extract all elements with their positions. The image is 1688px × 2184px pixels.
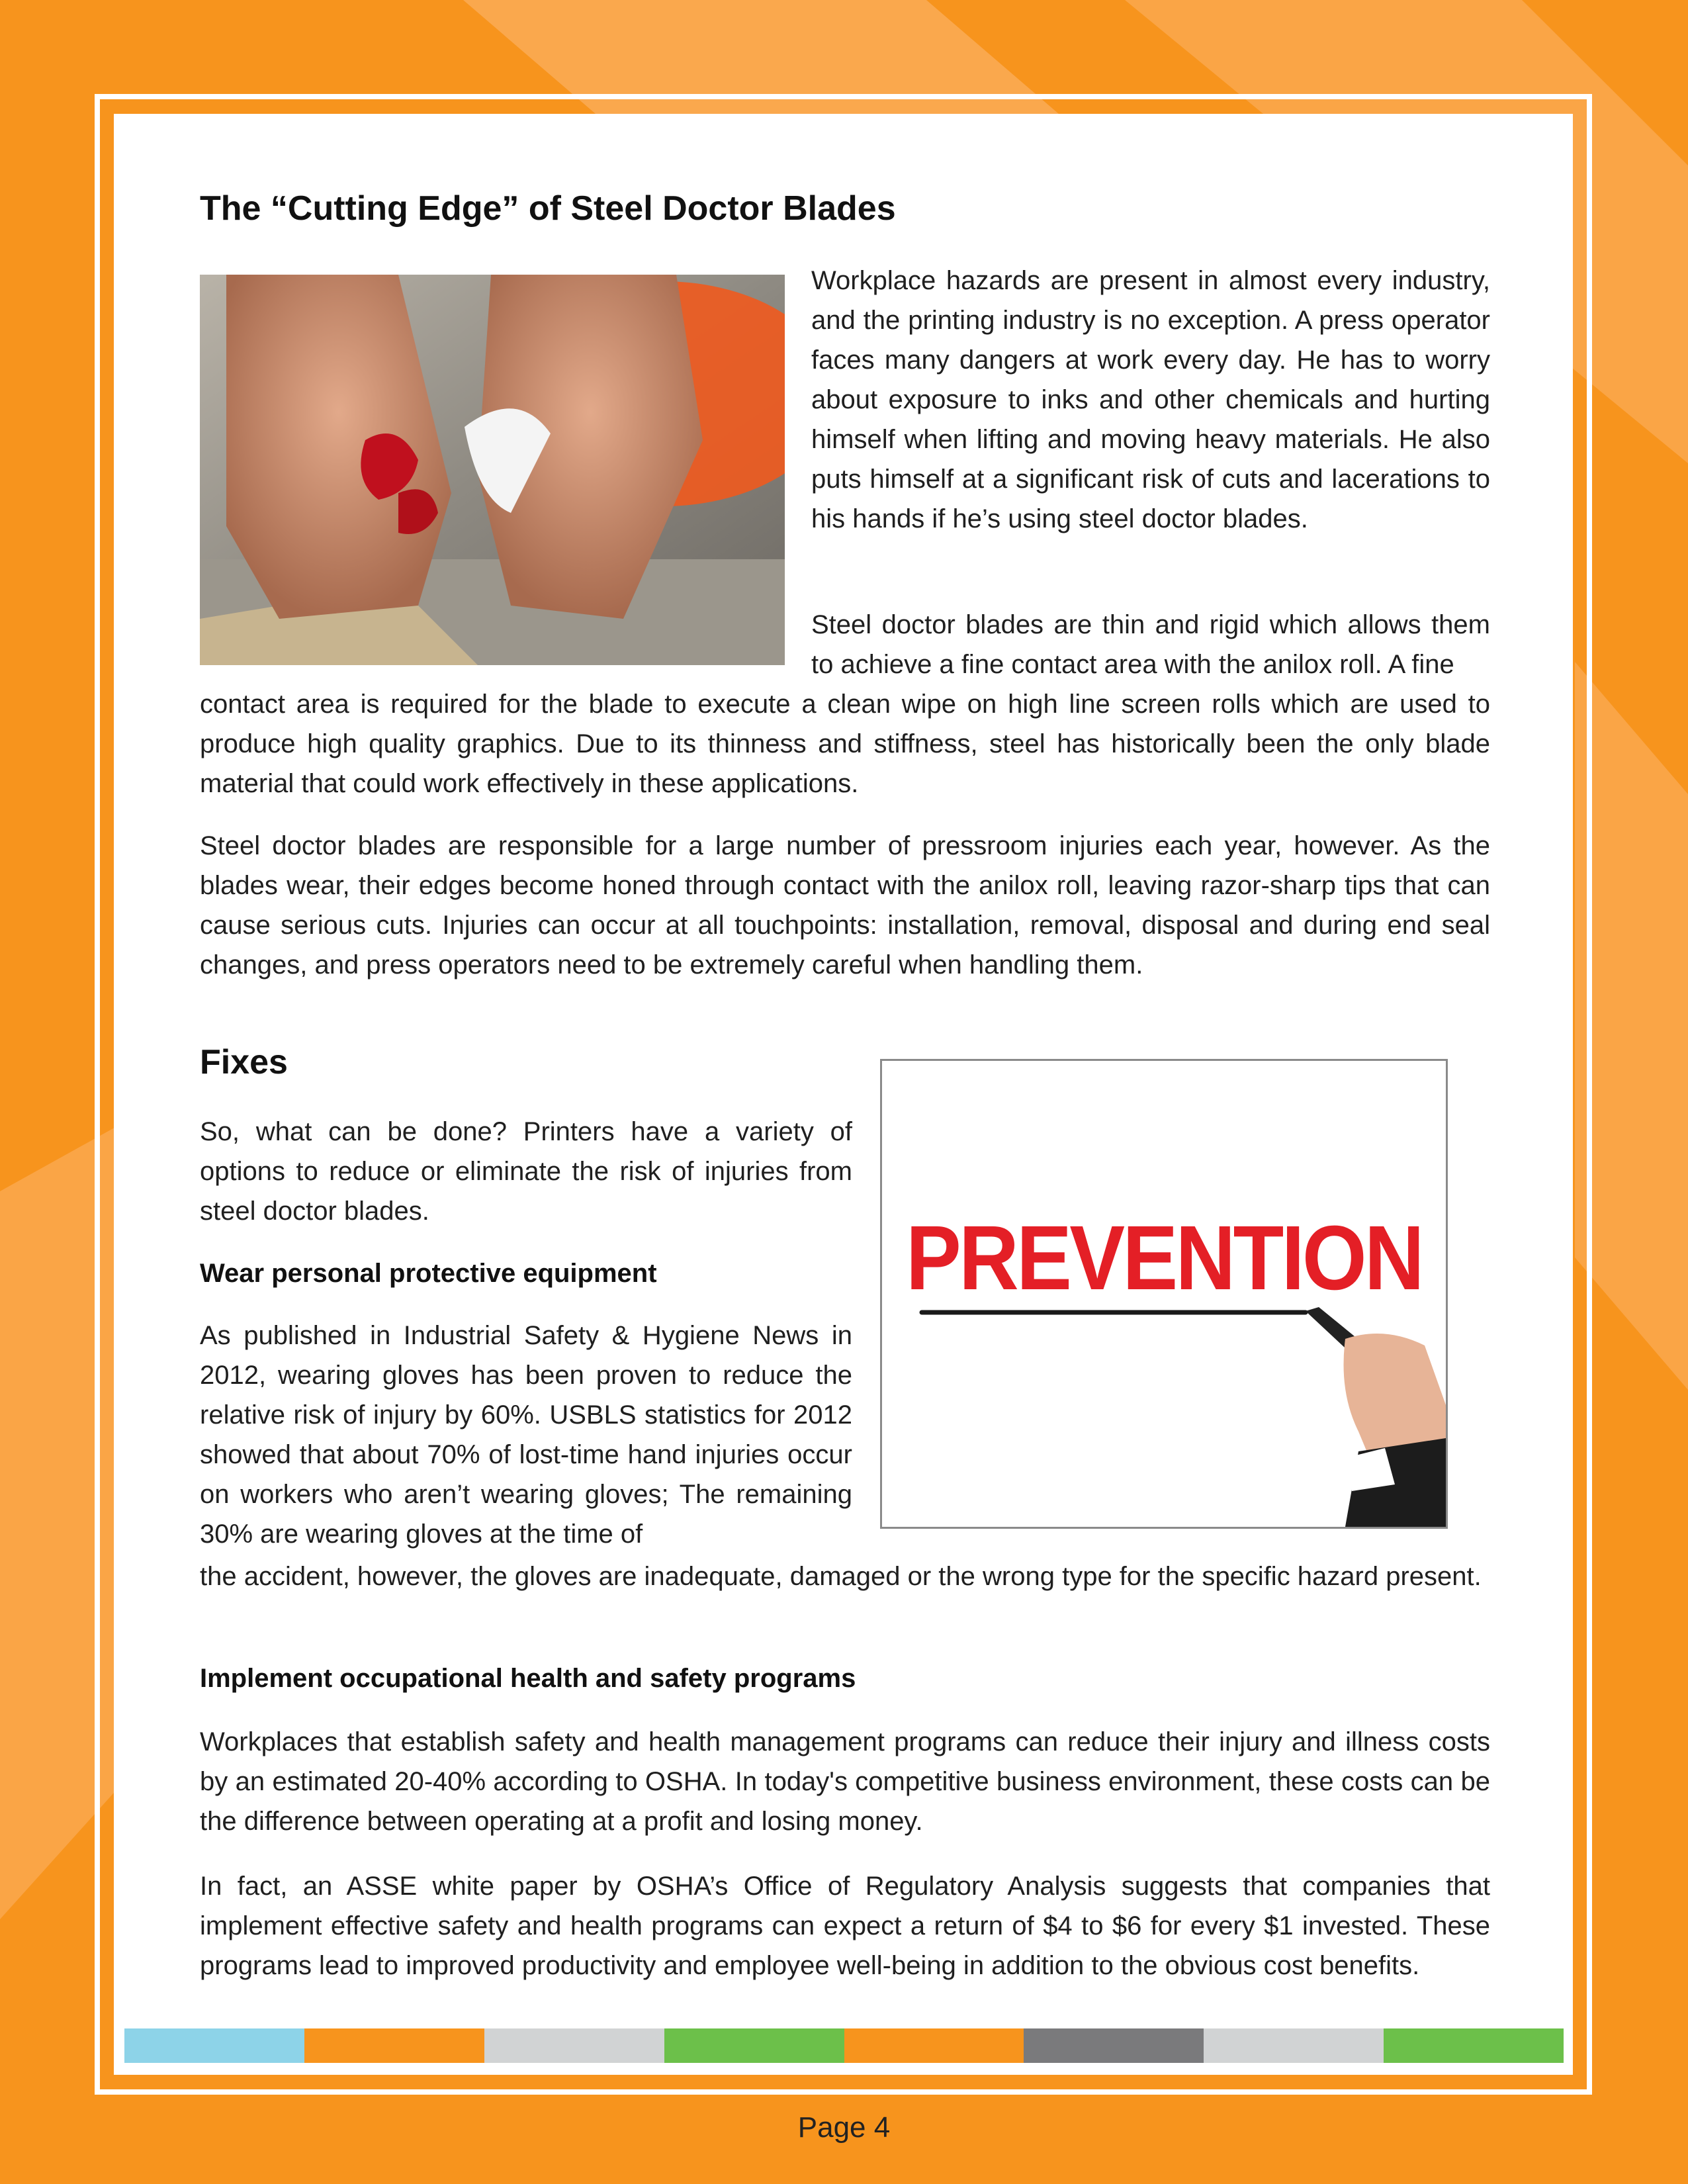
article-title: The “Cutting Edge” of Steel Doctor Blades (200, 189, 896, 228)
intro-paragraph-2-start: Steel doctor blades are thin and rigid which allows them to achieve a fine contact area with the anilox roll. A fine (811, 610, 1490, 679)
ohs-paragraph-1: Workplaces that establish safety and health management programs can reduce their injury and illness costs by an estimated 20-40% according to OSHA. In today's competitive business environment, these costs can be the difference between operating at a profit and losing money. (200, 1727, 1490, 1836)
color-segment (1024, 2028, 1204, 2063)
color-bar (124, 2028, 1564, 2063)
prevention-word: PREVENTION (906, 1207, 1422, 1309)
color-segment (844, 2028, 1024, 2063)
color-segment (664, 2028, 844, 2063)
intro-paragraph-3: Steel doctor blades are responsible for a large number of pressroom injuries each year, however. As the blades wear, their edges become honed through contact with the anilox roll, leaving razor-sharp tips that can cause serious cuts. Injuries can occur at all touchpoints: installation, removal, disposal and during end seal changes, and press operators need to be extremely careful when handling them. (200, 831, 1490, 979)
ppe-paragraph-start: As published in Industrial Safety & Hygiene News in 2012, wearing gloves has been proven to reduce the relative risk of injury by 60%. USBLS statistics for 2012 showed that about 70% of lost-time hand injuries occur on workers who aren’t wearing gloves; The remaining 30% are wearing gloves at the time of (200, 1321, 852, 1549)
fixes-heading: Fixes (200, 1043, 288, 1081)
ppe-paragraph-end: the accident, however, the gloves are inadequate, damaged or the wrong type for the specific hazard present. (200, 1562, 1482, 1591)
color-segment (1384, 2028, 1564, 2063)
injured-hands-photo (200, 275, 785, 665)
color-segment (124, 2028, 304, 2063)
color-segment (484, 2028, 664, 2063)
intro-paragraph-1: Workplace hazards are present in almost every industry, and the printing industry is no exception. A press operator faces many dangers at work every day. He has to worry about exposure to inks and other chemicals and hurting himself when lifting and moving heavy materials. He also puts himself at a significant risk of cuts and lacerations to his hands if he’s using steel doctor blades. (811, 266, 1490, 533)
fixes-intro: So, what can be done? Printers have a variety of options to reduce or eliminate the risk of injuries from steel doctor blades. (200, 1117, 852, 1226)
intro-paragraph-2-end: contact area is required for the blade to execute a clean wipe on high line screen rolls which are used to produce high quality graphics. Due to its thinness and stiffness, steel has historically been the only blade material that could work effectively in these applications. (200, 690, 1490, 798)
ohs-paragraph-2: In fact, an ASSE white paper by OSHA’s Office of Regulatory Analysis suggests that companies that implement effective safety and health programs can expect a return of $4 to $6 for every $1 invested. These programs lead to improved productivity and employee well-being in addition to the obvious cost benefits. (200, 1872, 1490, 1980)
ppe-heading: Wear personal protective equipment (200, 1259, 657, 1288)
prevention-image (880, 1059, 1448, 1529)
ohs-heading: Implement occupational health and safety programs (200, 1664, 856, 1693)
color-segment (1204, 2028, 1384, 2063)
page-number: Page 4 (797, 2111, 891, 2144)
color-segment (304, 2028, 484, 2063)
